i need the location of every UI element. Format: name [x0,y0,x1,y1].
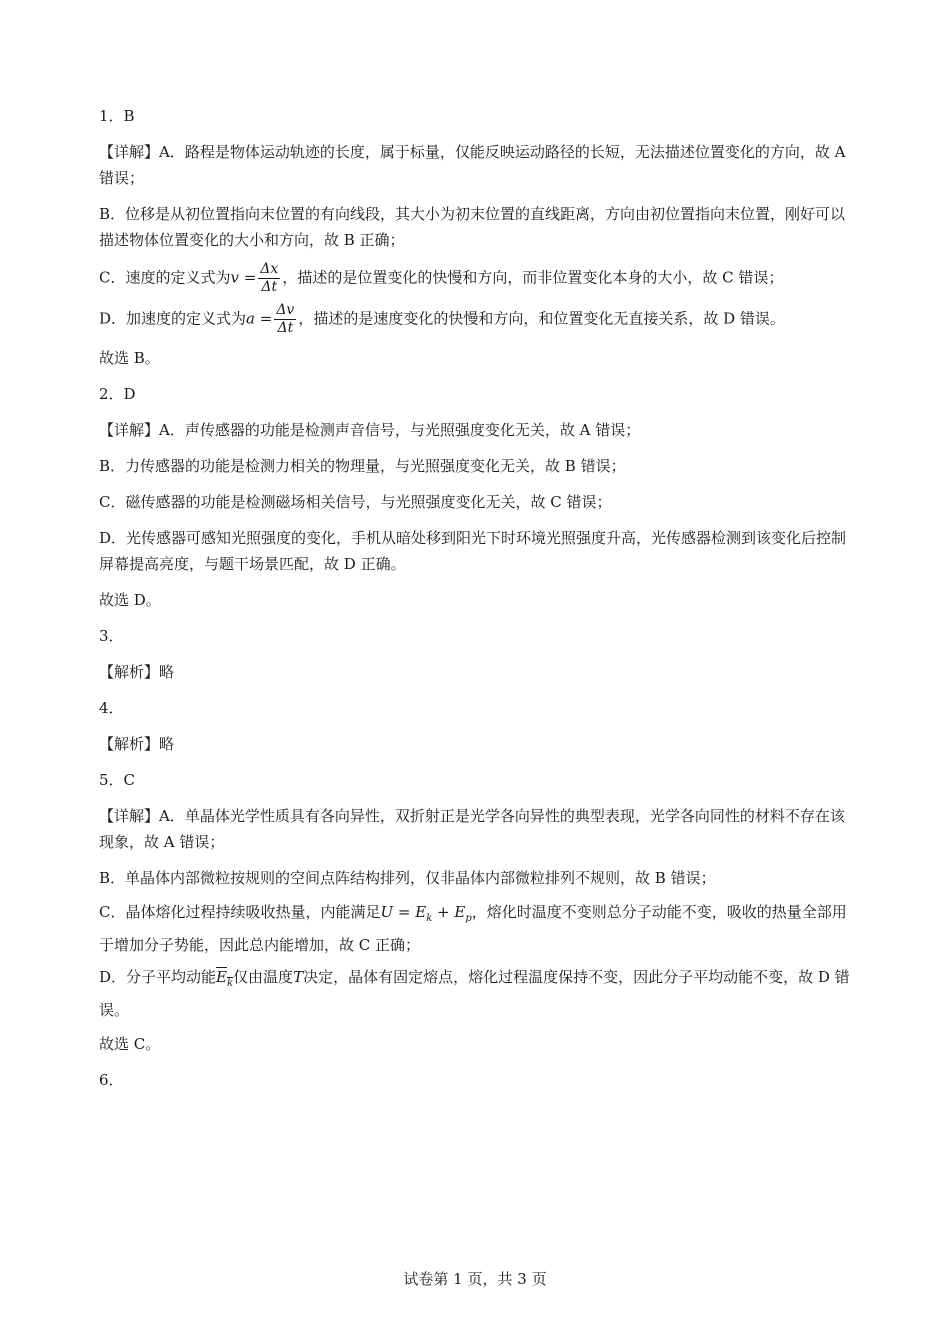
q5-conclusion: 故选 C。 [99,1035,161,1053]
q1-option-c: C．速度的定义式为v = $\frac{\Delta x}{\Delta t}$ ，描述的是位置变化的快慢和方向，而非位置变化本身的大小，故 C 错误； [99,261,784,295]
average-kinetic-energy-symbol: $E_k$ [216,968,234,989]
q2-answer: 2．D [99,385,136,403]
q4-analysis: 【解析】略 [99,735,175,753]
answer-content [99,98,859,1098]
q2-option-d: D．光传感器可感知光照强度的变化，手机从暗处移到阳光下时环境光照强度升高，光传感器检测到该变化后控制屏幕提高亮度，与题干场景匹配，故 D 正确。 [99,529,847,573]
q6-answer: 6． [99,1071,124,1089]
q3-analysis: 【解析】略 [99,663,175,681]
q2-option-a: 【详解】A．声传感器的功能是检测声音信号，与光照强度变化无关，故 A 错误； [99,421,641,439]
detail-tag: 【详解】 [99,421,160,439]
q5-option-b: B．单晶体内部微粒按规则的空间点阵结构排列，仅非晶体内部微粒排列不规则，故 B 错误； [99,869,716,887]
q1-conclusion: 故选 B。 [99,349,160,367]
detail-tag: 【详解】 [99,143,160,161]
q5-option-a: 【详解】A．单晶体光学性质具有各向异性，双折射正是光学各向异性的典型表现，光学各向同性的材料不存在该现象，故 A 错误； [99,807,845,851]
q3-answer: 3． [99,627,124,645]
q5-answer: 5．C [99,771,136,789]
q5-option-d: D．分子平均动能$E_k$仅由温度T决定，晶体有固定熔点，熔化过程温度保持不变，因此分子平均动能不变，故 D 错误。 [99,968,850,1019]
q2-conclusion: 故选 D。 [99,591,161,609]
q1-option-d: D．加速度的定义式为a = $\frac{\Delta v}{\Delta t}$ ，描述的是速度变化的快慢和方向，和位置变化无直接关系，故 D 错误。 [99,302,785,336]
temperature-symbol: T [293,968,304,986]
velocity-lhs: v = [230,268,257,287]
page-footer: 试卷第 1 页，共 3 页 [403,1270,547,1288]
velocity-fraction: $\frac{\Delta x}{\Delta t}$ [260,261,279,295]
internal-energy-formula: $U = E_k + E_p$ [380,903,472,924]
detail-tag: 【详解】 [99,807,160,825]
q1-option-b: B．位移是从初位置指向末位置的有向线段，其大小为初末位置的直线距离，方向由初位置指向末位置，刚好可以描述物体位置变化的大小和方向，故 B 正确； [99,205,846,249]
q1-option-a: 【详解】A．路程是物体运动轨迹的长度，属于标量，仅能反映运动路径的长短，无法描述位置变化的方向，故 A 错误； [99,143,846,187]
q2-option-c: C．磁传感器的功能是检测磁场相关信号，与光照强度变化无关，故 C 错误； [99,493,612,511]
acceleration-fraction: $\frac{\Delta v}{\Delta t}$ [276,302,295,336]
q5-option-c: C．晶体熔化过程持续吸收热量，内能满足$U = E_k + E_p$，熔化时温度不变则总分子动能不变，吸收的热量全部用于增加分子势能，因此总内能增加，故 C 正确； [99,903,847,954]
analysis-tag: 【解析】 [99,663,160,681]
q1-answer: 1．B [99,107,135,125]
analysis-tag: 【解析】 [99,735,160,753]
acceleration-lhs: a = [246,309,273,328]
q4-answer: 4． [99,699,124,717]
q2-option-b: B．力传感器的功能是检测力相关的物理量，与光照强度变化无关，故 B 错误； [99,457,626,475]
